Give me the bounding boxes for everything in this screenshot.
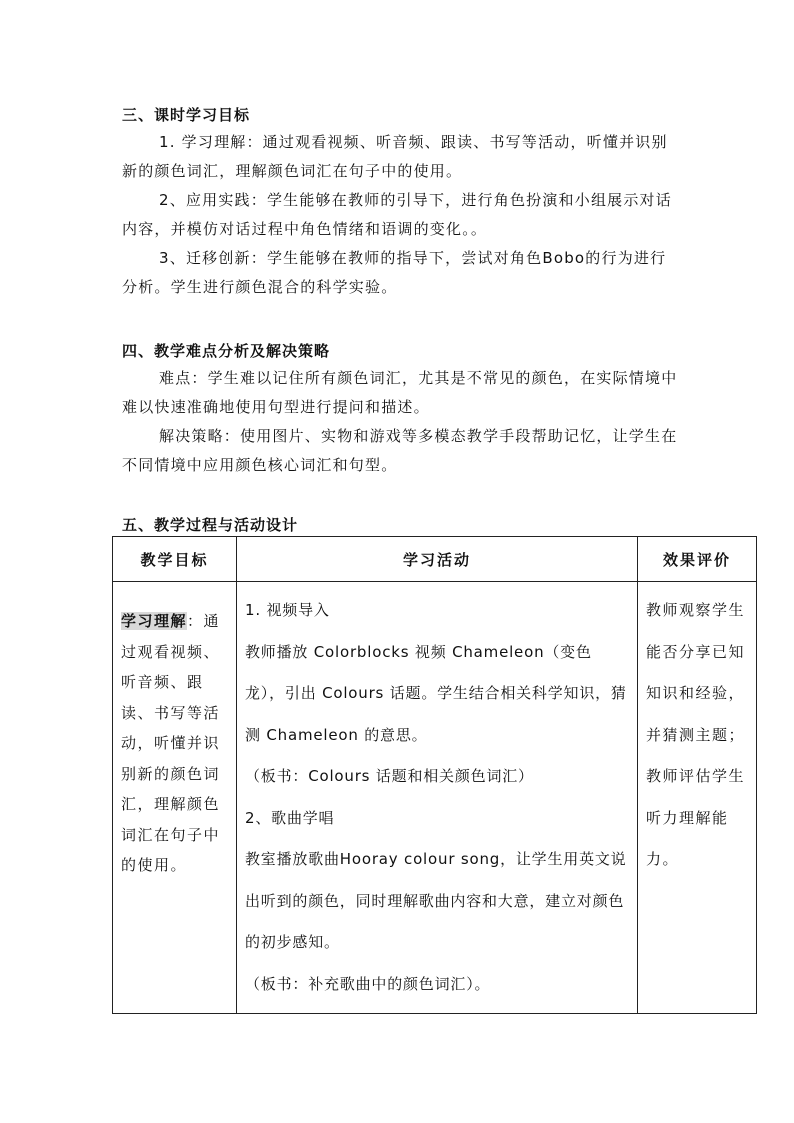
activity-line: 教室播放歌曲Hooray colour song，让学生用英文说出听到的颜色，同时理解歌曲内容和大意，建立对颜色的初步感知。 <box>245 850 627 951</box>
activities-cell <box>237 582 638 1014</box>
section-4-title: 四、教学难点分析及解决策略 <box>122 342 331 360</box>
activity-line: （板书：补充歌曲中的颜色词汇）。 <box>245 974 491 993</box>
section-3-para-1: 1. 学习理解：通过观看视频、听音频、跟读、书写等活动，听懂并识别新的颜色词汇，理解颜色词汇在句子中的使用。 <box>122 133 668 180</box>
section-4-body <box>122 364 682 480</box>
section-3-title: 三、课时学习目标 <box>122 106 251 124</box>
activity-line: （板书：Colours 话题和相关颜色词汇） <box>245 767 534 785</box>
header-teaching-goal: 教学目标 <box>113 537 237 582</box>
table-header-row <box>113 537 757 582</box>
teaching-process-table <box>112 536 757 1014</box>
header-learning-activity: 学习活动 <box>237 537 638 582</box>
activity-line: 1. 视频导入 <box>245 601 330 619</box>
goal-cell <box>113 582 237 1014</box>
table-row <box>113 582 757 1014</box>
section-3-para-2: 2、应用实践：学生能够在教师的引导下，进行角色扮演和小组展示对话内容，并模仿对话过程中角色情绪和语调的变化。。 <box>122 191 672 238</box>
activity-line: 教师播放 Colorblocks 视频 Chameleon（变色龙），引出 Colours 话题。学生结合相关科学知识，猜测 Chameleon 的意思。 <box>245 642 627 744</box>
goal-highlight: 学习理解 <box>121 612 188 630</box>
section-5-title: 五、教学过程与活动设计 <box>122 516 299 534</box>
evaluation-line: 教师观察学生能否分享已知知识和经验，并猜测主题； <box>646 601 746 744</box>
section-3-body <box>122 128 682 302</box>
section-4-para-1: 难点：学生难以记住所有颜色词汇，尤其是不常见的颜色，在实际情境中难以快速准确地使用句型进行提问和描述。 <box>122 369 678 416</box>
goal-text: ：通过观看视频、听音频、跟读、书写等活动，听懂并识别新的颜色词汇，理解颜色词汇在句子中的使用。 <box>121 612 221 874</box>
activity-line: 2、歌曲学唱 <box>245 808 335 827</box>
section-4-para-2: 解决策略：使用图片、实物和游戏等多模态教学手段帮助记忆，让学生在不同情境中应用颜色核心词汇和句型。 <box>122 427 678 474</box>
evaluation-cell <box>638 582 757 1014</box>
evaluation-line: 教师评估学生听力理解能力。 <box>646 767 746 868</box>
section-3-para-3: 3、迁移创新：学生能够在教师的指导下，尝试对角色Bobo的行为进行分析。学生进行颜色混合的科学实验。 <box>122 249 667 296</box>
header-effect-evaluation: 效果评价 <box>638 537 757 582</box>
